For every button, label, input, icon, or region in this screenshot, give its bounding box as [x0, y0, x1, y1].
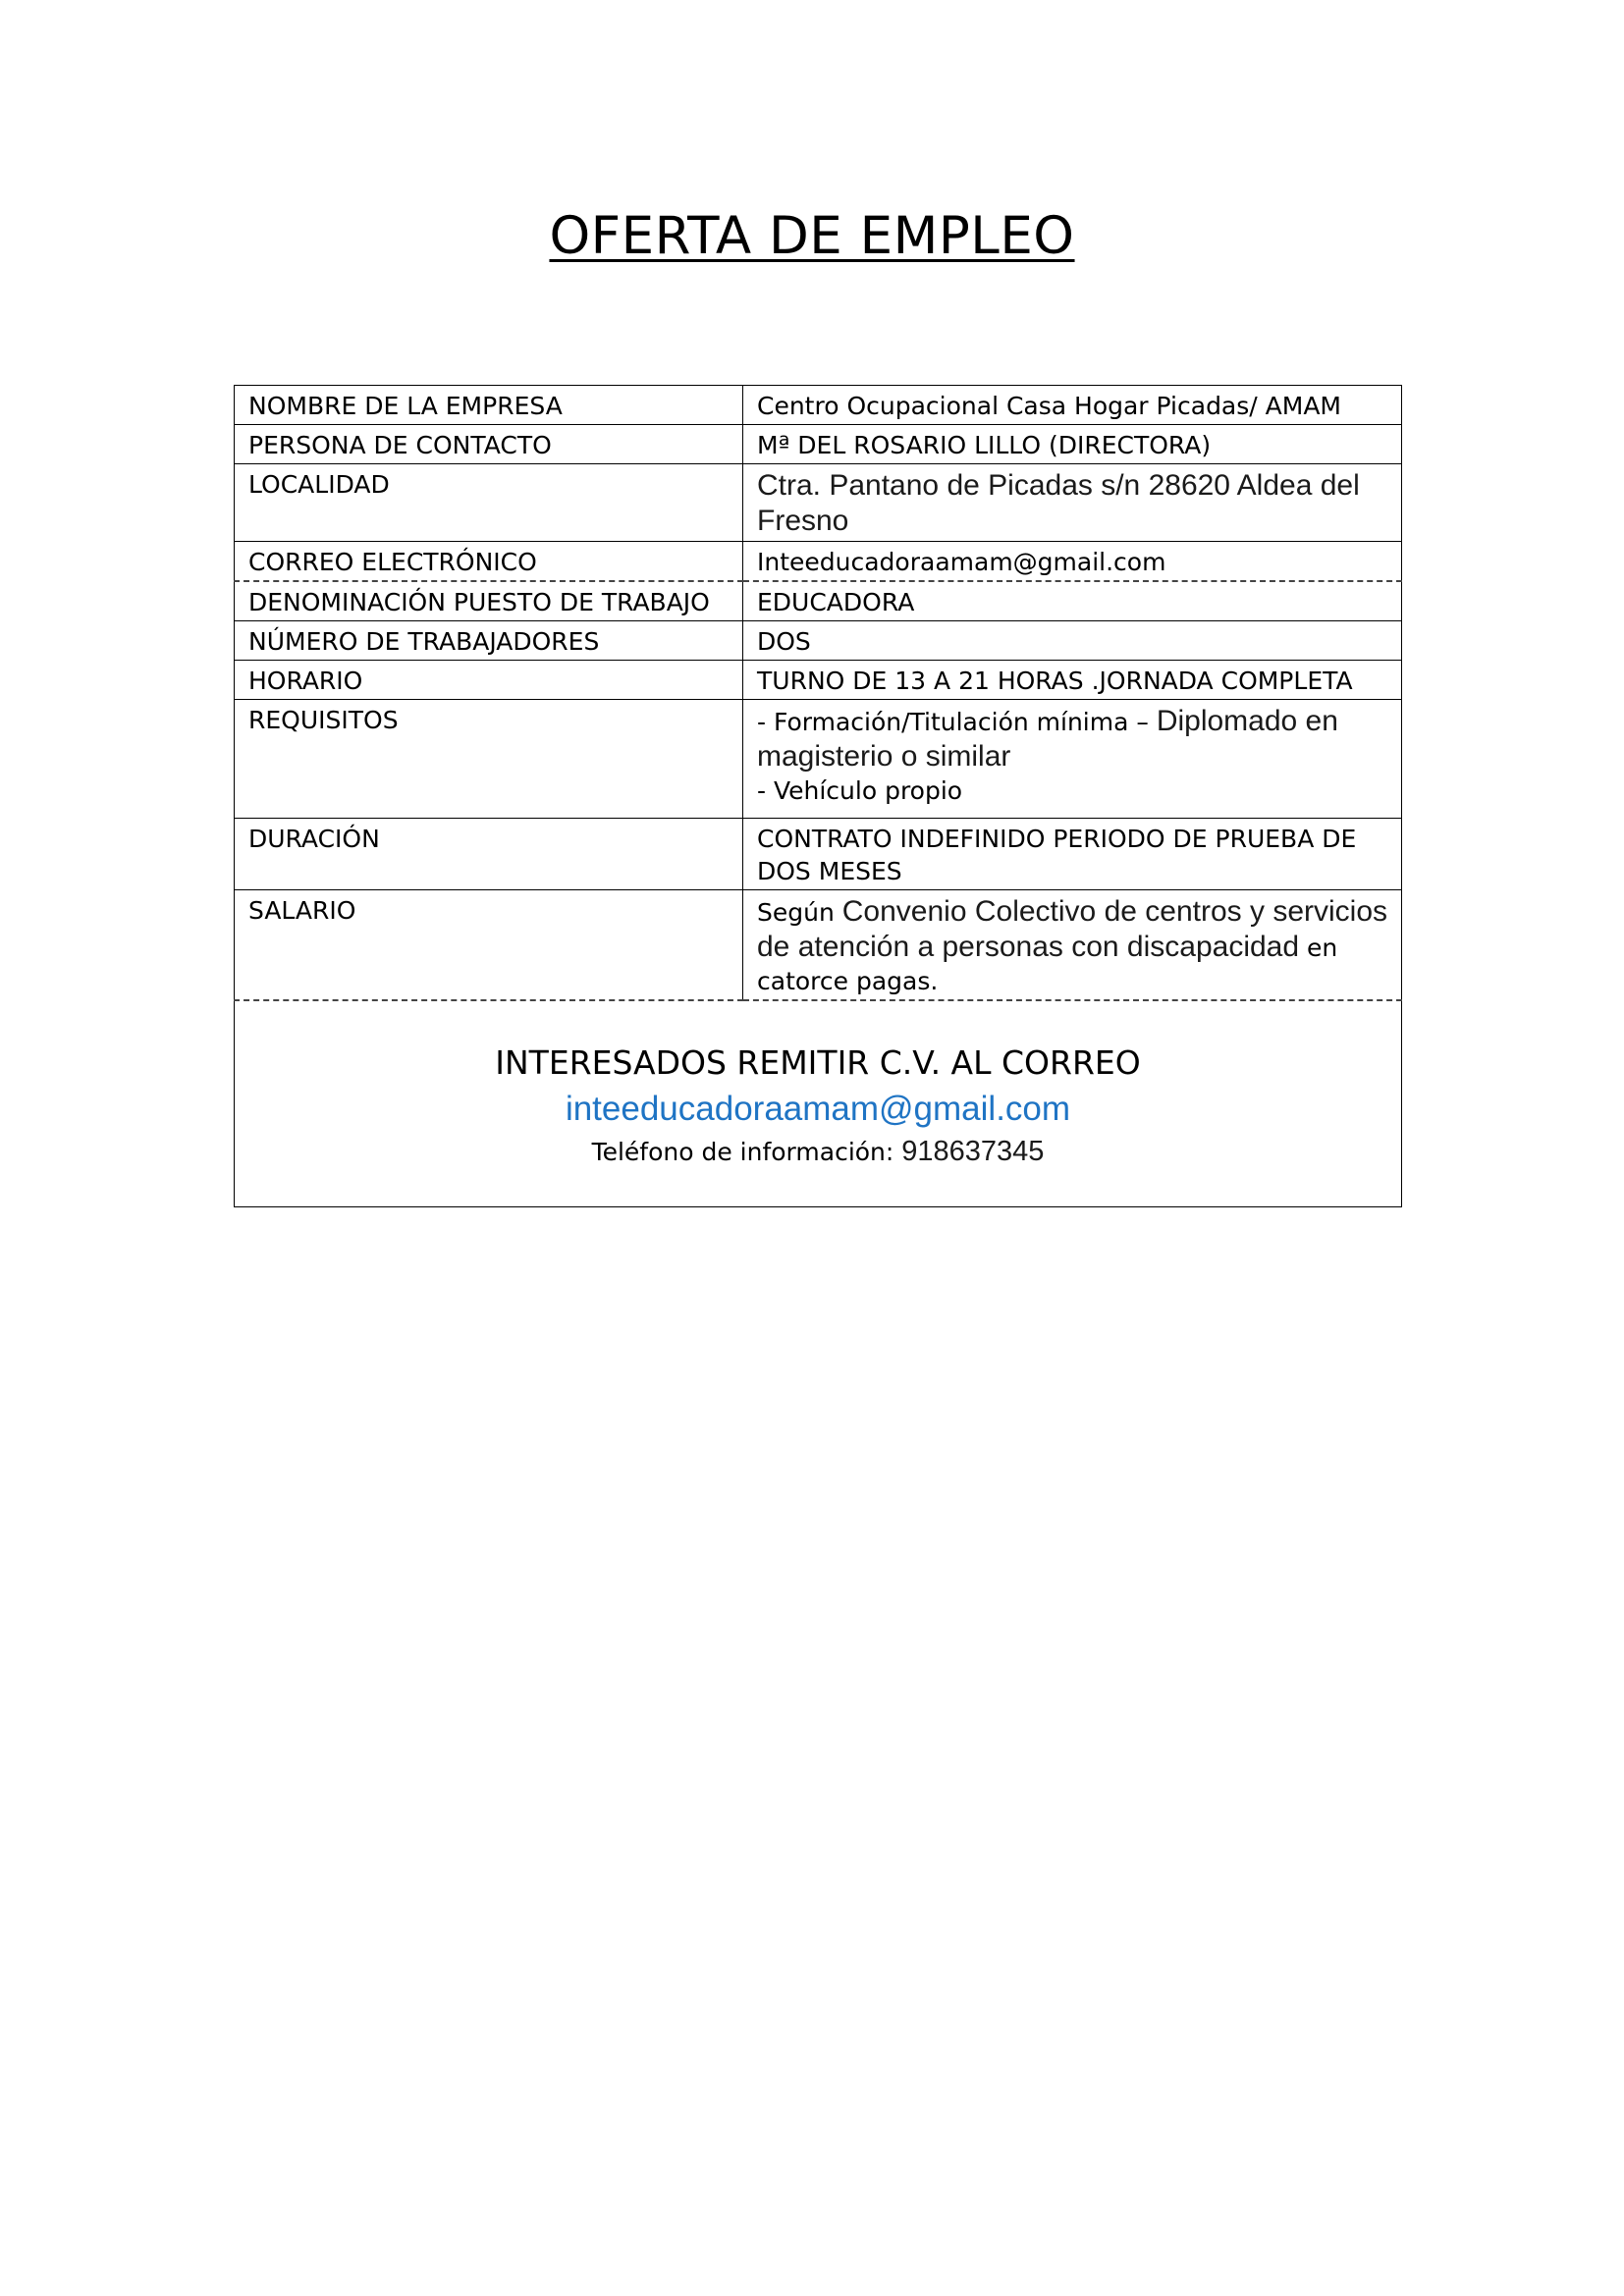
contact-footer	[235, 1000, 1402, 1207]
footer-email-link[interactable]: inteeducadoraamam@gmail.com	[565, 1090, 1071, 1128]
table-row	[235, 700, 1402, 819]
row-label-horario: HORARIO	[235, 661, 743, 700]
row-value-correo: Inteeducadoraamam@gmail.com	[743, 542, 1402, 582]
row-label-correo: CORREO ELECTRÓNICO	[235, 542, 743, 582]
requisito-formacion-prefix: - Formación/Titulación mínima –	[757, 708, 1157, 736]
table-row	[235, 890, 1402, 1001]
footer-phone-label: Teléfono de información:	[591, 1138, 902, 1166]
row-value-trabajadores: DOS	[743, 621, 1402, 661]
footer-phone-number: 918637345	[901, 1136, 1045, 1167]
row-value-requisitos	[743, 700, 1402, 819]
localidad-text: Ctra. Pantano de Picadas s/n 28620 Aldea del Fresno	[757, 469, 1360, 537]
table-row	[235, 621, 1402, 661]
requisito-formacion-detail: Diplomado en magisterio o similar	[757, 705, 1338, 773]
table-row	[235, 581, 1402, 621]
row-value-localidad	[743, 464, 1402, 542]
salario-suffix: en catorce pagas.	[757, 934, 1338, 995]
page-title: OFERTA DE EMPLEO	[549, 206, 1075, 266]
requisito-formacion	[757, 704, 1387, 774]
table-row	[235, 542, 1402, 582]
row-label-requisitos: REQUISITOS	[235, 700, 743, 819]
table-row	[235, 1000, 1402, 1207]
salario-prefix: Según	[757, 898, 842, 927]
table-row	[235, 661, 1402, 700]
row-label-empresa: NOMBRE DE LA EMPRESA	[235, 386, 743, 425]
row-value-horario: TURNO DE 13 A 21 HORAS .JORNADA COMPLETA	[743, 661, 1402, 700]
table-row	[235, 425, 1402, 464]
row-label-duracion: DURACIÓN	[235, 819, 743, 890]
requisito-vehiculo: - Vehículo propio	[757, 776, 963, 805]
row-label-contacto: PERSONA DE CONTACTO	[235, 425, 743, 464]
job-offer-table	[234, 385, 1402, 1207]
table-row	[235, 386, 1402, 425]
footer-heading: INTERESADOS REMITIR C.V. AL CORREO	[495, 1043, 1141, 1082]
row-value-salario	[743, 890, 1402, 1001]
row-label-trabajadores: NÚMERO DE TRABAJADORES	[235, 621, 743, 661]
table-row	[235, 464, 1402, 542]
row-value-duracion: CONTRATO INDEFINIDO PERIODO DE PRUEBA DE DOS MESES	[743, 819, 1402, 890]
row-label-puesto: DENOMINACIÓN PUESTO DE TRABAJO	[235, 581, 743, 621]
row-label-localidad: LOCALIDAD	[235, 464, 743, 542]
row-value-empresa: Centro Ocupacional Casa Hogar Picadas/ AMAM	[743, 386, 1402, 425]
row-value-puesto: EDUCADORA	[743, 581, 1402, 621]
row-value-contacto: Mª DEL ROSARIO LILLO (DIRECTORA)	[743, 425, 1402, 464]
row-label-salario: SALARIO	[235, 890, 743, 1001]
salario-convenio: Convenio Colectivo de centros y servicios de atención a personas con discapacidad	[757, 895, 1388, 963]
table-row	[235, 819, 1402, 890]
footer-phone	[248, 1133, 1387, 1171]
